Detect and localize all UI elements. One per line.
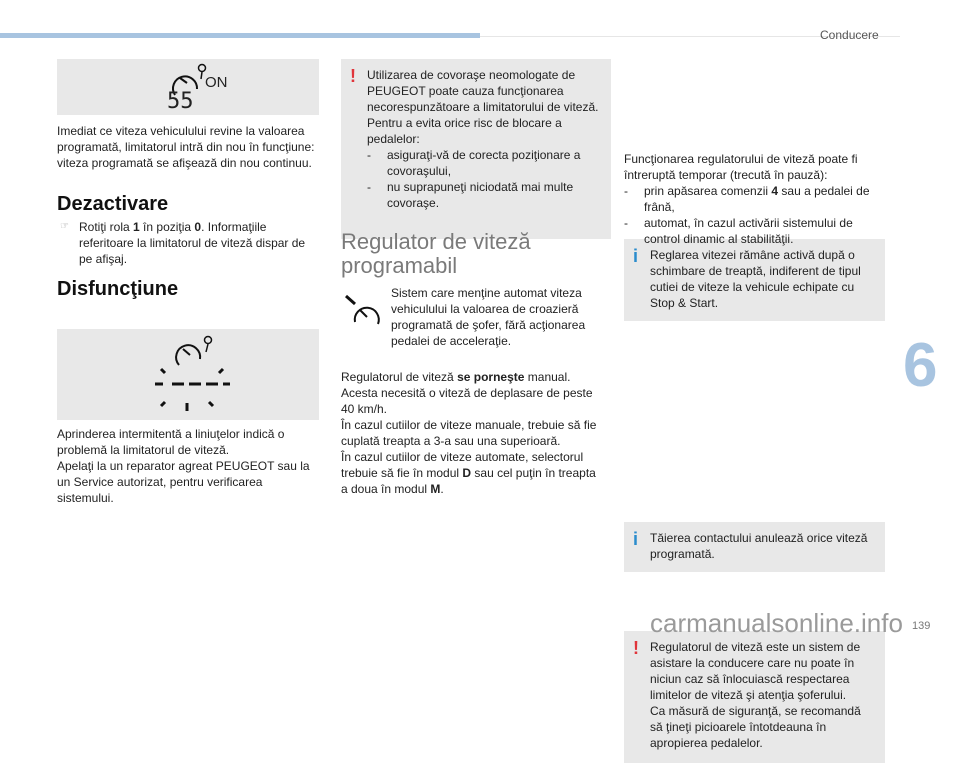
warning-item: - asiguraţi-vă de corecta poziţionare a covoraşului, [367, 148, 581, 178]
cruise-intro: Sistem care menţine automat viteza vehiculului la valoarea de croazieră programată de şofer, fără acţionarea pedalei de acceleraţie. [391, 286, 586, 348]
info-icon: i [633, 246, 639, 266]
page-number: 139 [912, 620, 931, 632]
speed-display: 55 [167, 89, 194, 114]
warning-mats-note [341, 59, 611, 239]
pause-item: - automat, în cazul activării sistemului de control dinamic al stabilităţii. [624, 216, 853, 246]
on-label: ON [205, 74, 228, 91]
chapter-number: 6 [903, 331, 938, 400]
warning-item: - nu suprapuneţi niciodată mai multe covoraşe. [367, 180, 574, 210]
warning-assist-note [624, 631, 885, 763]
cruise-control-icon [343, 292, 383, 332]
warning-icon: ! [350, 66, 356, 86]
resume-paragraph: Imediat ce viteza vehiculului revine la valoarea programată, limitatorul intră din nou în funcţiune: viteza programată se afişează din nou continuu. [57, 124, 315, 170]
pointing-hand-icon: ☞ [60, 221, 69, 232]
warning-text: Utilizarea de covoraşe neomologate de PEUGEOT poate cauza funcţionarea necorespunzătoare a limitatorului de viteză. Pentru a evita orice risc de blocare a pedalelor: [367, 68, 599, 146]
heading-malfunction: Disfuncţiune [57, 278, 179, 300]
malfunction-illustration [57, 329, 319, 420]
cruise-activation-text: Regulatorul de viteză se porneşte manual. Acesta necesită o viteză de deplasare de peste 40 km/h. În cazul cutiilor de viteze manuale, trebuie să fie cuplată treapta a 3-a sau una superioară. În cazul cutiilor de viteze automate, selectorul trebuie să fie în modul D sau cel puţin în treapta a doua în modul M. [341, 370, 597, 496]
pause-text: Funcţionarea regulatorului de viteză poate fi întreruptă temporar (trecută în pauză): - prin apăsarea comenzii 4 sau a pedalei de frână, - automat, în cazul activării sistemului de control dinamic al stabilităţii. [624, 151, 886, 247]
info-gear-note [624, 239, 885, 321]
warning-icon: ! [633, 638, 639, 658]
heading-deactivate: Dezactivare [57, 193, 169, 215]
malfunction-advice: Apelaţi la un reparator agreat PEUGEOT sau la un Service autorizat, pentru verificarea sistemului. [57, 459, 310, 505]
header-bar [0, 33, 480, 38]
limiter-on-illustration [57, 59, 319, 115]
section-title: Conducere [820, 28, 879, 42]
info-text: Tăierea contactului anulează orice viteză programată. [650, 531, 868, 561]
watermark: carmanualsonline.info [650, 608, 903, 638]
info-icon: i [633, 529, 639, 549]
info-ignition-note [624, 522, 885, 572]
warning-text: Ca măsură de siguranţă, se recomandă să ţineţi picioarele întotdeauna în apropierea pedalelor. [650, 704, 861, 750]
warning-text: Regulatorul de viteză este un sistem de asistare la conducere care nu poate în niciun caz să înlocuiască respectarea limitelor de viteză şi atenţia şoferului. [650, 640, 861, 702]
section-title-cruise-control: Regulator de viteză programabil [341, 229, 531, 278]
info-text: Reglarea vitezei rămâne activă după o schimbare de treaptă, indiferent de tipul cutiei de viteze la vehicule echipate cu Stop & Start. [650, 248, 861, 310]
pause-item: - prin apăsarea comenzii 4 sau a pedalei de frână, [624, 184, 870, 214]
dashes-speedometer-icon [57, 329, 319, 420]
deactivate-instruction: ☞ Rotiţi rola 1 în poziţia 0. Informaţiile referitoare la limitatorul de viteză dispar de pe afişaj. [60, 220, 306, 266]
malfunction-text: Aprinderea intermitentă a liniuţelor indică o problemă la limitatorul de viteză. [57, 427, 285, 457]
